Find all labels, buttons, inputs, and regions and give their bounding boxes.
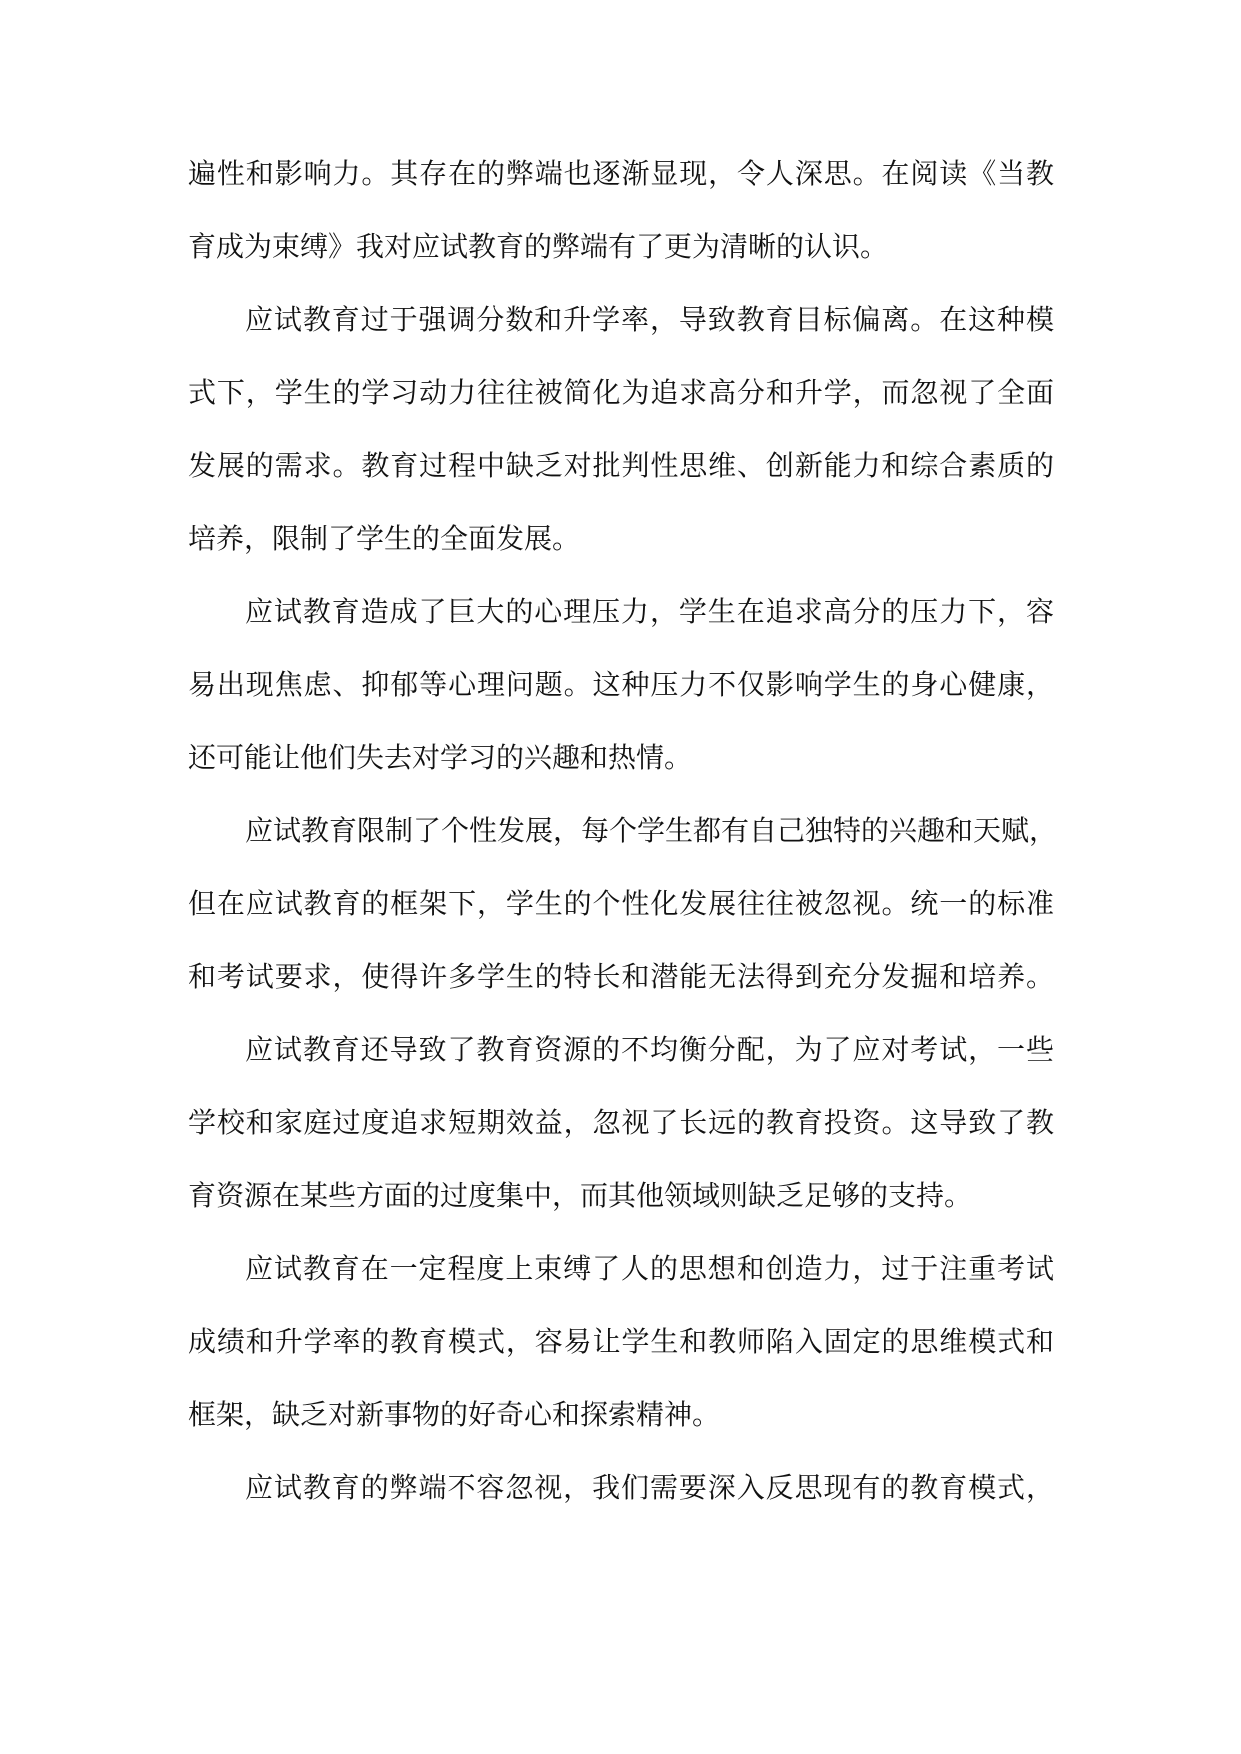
text-line: 成绩和升学率的教育模式，容易让学生和教师陷入固定的思维模式和 xyxy=(188,1325,1054,1358)
text-line: 育资源在某些方面的过度集中，而其他领域则缺乏足够的支持。 xyxy=(188,1179,973,1212)
text-line: 框架，缺乏对新事物的好奇心和探索精神。 xyxy=(188,1398,721,1431)
text-line: 培养，限制了学生的全面发展。 xyxy=(188,522,581,555)
text-line: 育成为束缚》我对应试教育的弊端有了更为清晰的认识。 xyxy=(188,230,889,263)
essay-body xyxy=(188,137,1058,1524)
paragraph-first-line: 应试教育限制了个性发展，每个学生都有自己独特的兴趣和天赋， xyxy=(245,814,1058,847)
text-line: 和考试要求，使得许多学生的特长和潜能无法得到充分发掘和培养。 xyxy=(188,960,1054,993)
paragraph-first-line: 应试教育的弊端不容忽视，我们需要深入反思现有的教育模式， xyxy=(245,1471,1054,1504)
text-line: 遍性和影响力。其存在的弊端也逐渐显现，令人深思。在阅读《当教 xyxy=(188,157,1054,190)
paragraph-first-line: 应试教育还导致了教育资源的不均衡分配，为了应对考试，一些 xyxy=(245,1033,1054,1066)
paragraph-first-line: 应试教育在一定程度上束缚了人的思想和创造力，过于注重考试 xyxy=(245,1252,1054,1285)
text-line: 式下，学生的学习动力往往被简化为追求高分和升学，而忽视了全面 xyxy=(188,376,1054,409)
text-line: 学校和家庭过度追求短期效益，忽视了长远的教育投资。这导致了教 xyxy=(188,1106,1054,1139)
text-line: 易出现焦虑、抑郁等心理问题。这种压力不仅影响学生的身心健康， xyxy=(188,668,1054,701)
paragraph-first-line: 应试教育造成了巨大的心理压力，学生在追求高分的压力下，容 xyxy=(245,595,1054,628)
text-line: 发展的需求。教育过程中缺乏对批判性思维、创新能力和综合素质的 xyxy=(188,449,1054,482)
text-line: 但在应试教育的框架下，学生的个性化发展往往被忽视。统一的标准 xyxy=(188,887,1054,920)
text-line: 还可能让他们失去对学习的兴趣和热情。 xyxy=(188,741,693,774)
paragraph-first-line: 应试教育过于强调分数和升学率，导致教育目标偏离。在这种模 xyxy=(245,303,1054,336)
